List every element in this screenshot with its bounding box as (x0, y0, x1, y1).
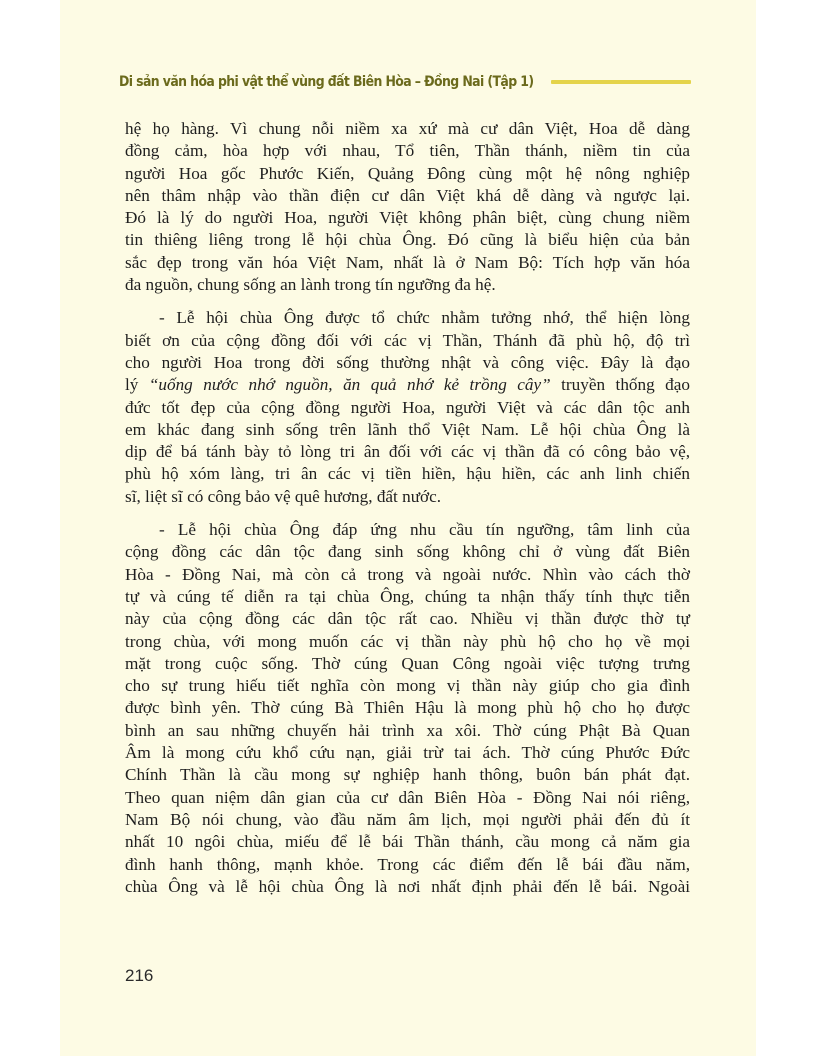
paragraph-1 (125, 118, 690, 296)
text-line: hệ họ hàng. Vì chung nỗi niềm xa xứ mà cư dân Việt, Hoa dễ dàng (125, 119, 690, 138)
line-prefix: lý (125, 375, 149, 395)
proverb-quote: “uống nước nhớ nguồn, ăn quả nhớ kẻ trồng cây” (148, 375, 551, 395)
text-line: đồng cảm, hòa hợp với nhau, Tổ tiên, Thần thánh, niềm tin của (125, 141, 690, 161)
text-line: này của cộng đồng các dân tộc rất cao. Nhiều vị thần được thờ tự (125, 609, 690, 629)
text-line: - Lễ hội chùa Ông được tổ chức nhằm tưởng nhớ, thể hiện lòng (159, 308, 690, 328)
text-line: nên thâm nhập vào thần điện cư dân Việt khá dễ dàng và ngược lại. (125, 185, 690, 205)
text-line: nhất 10 ngôi chùa, miếu để lễ bái Thần thánh, cầu mong cả năm gia (125, 832, 690, 852)
text-line: đa nguồn, chung sống an lành trong tín ngưỡng đa hệ. (125, 275, 496, 295)
text-line: dịp để bá tánh bày tỏ lòng tri ân đối với các vị thần đã có công bảo vệ, (125, 442, 690, 462)
text-line: đức tốt đẹp của cộng đồng người Hoa, người Việt và các dân tộc anh (125, 397, 690, 417)
text-line: sĩ, liệt sĩ có công bảo vệ quê hương, đất nước. (125, 486, 442, 506)
text-line: Đó là lý do người Hoa, người Việt không phân biệt, cùng chung niềm (125, 208, 690, 228)
text-line: Âm là mong cứu khổ cứu nạn, giải trừ tai ách. Thờ cúng Phước Đức (125, 743, 690, 763)
text-line: cho người Hoa trong đời sống thường nhật và công việc. Đây là đạo (125, 352, 690, 372)
text-line: Theo quan niệm dân gian của cư dân Biên Hòa - Đồng Nai nói riêng, (125, 787, 690, 807)
text-line: mặt trong cuộc sống. Thờ cúng Quan Công ngoài việc tượng trưng (125, 653, 690, 673)
text-line: phù hộ xóm làng, tri ân các vị tiền hiền, hậu hiền, các anh linh chiến (125, 464, 690, 484)
text-line: trong chùa, với mong muốn các vị thần này phù hộ cho họ về mọi (125, 631, 690, 651)
page-number: 216 (125, 966, 154, 985)
paragraph-3 (125, 519, 690, 898)
header-rule (551, 80, 691, 84)
header-title: Di sản văn hóa phi vật thể vùng đất Biên Hòa – Đồng Nai (Tập 1) (119, 74, 534, 90)
text-line: Chính Thần là cầu mong sự nghiệp hanh thông, buôn bán phát đạt. (125, 765, 690, 785)
text-line: cộng đồng các dân tộc đang sinh sống không chỉ ở vùng đất Biên (125, 542, 690, 562)
text-line: - Lễ hội chùa Ông đáp ứng nhu cầu tín ngưỡng, tâm linh của (159, 520, 690, 540)
text-line: Hòa - Đồng Nai, mà còn cả trong và ngoài nước. Nhìn vào cách thờ (125, 564, 690, 584)
text-line: tin thiêng liêng trong lễ hội chùa Ông. Đó cũng là biểu hiện của bản (125, 230, 690, 250)
text-line: bình an sau những chuyến hải trình xa xôi. Thờ cúng Phật Bà Quan (125, 720, 690, 740)
text-line: được bình yên. Thờ cúng Bà Thiên Hậu là mong phù hộ cho họ được (125, 698, 690, 718)
text-line: tự và cúng tế diễn ra tại chùa Ông, chúng ta nhận thấy tính thực tiễn (125, 586, 690, 606)
text-line: sắc đẹp trong văn hóa Việt Nam, nhất là ở Nam Bộ: Tích hợp văn hóa (125, 252, 690, 272)
paragraph-2 (125, 307, 690, 508)
text-line: đình hanh thông, mạnh khỏe. Trong các điểm đến lễ bái đầu năm, (125, 854, 690, 874)
line-suffix: truyền thống đạo (550, 375, 690, 395)
text-line: em khác đang sinh sống trên lãnh thổ Việt Nam. Lễ hội chùa Ông là (125, 419, 690, 439)
body-text (125, 118, 690, 909)
text-line-with-quote (125, 374, 690, 396)
text-line: cho sự trung hiếu tiết nghĩa còn mong vị thần này giúp cho gia đình (125, 676, 690, 696)
text-line: chùa Ông và lễ hội chùa Ông là nơi nhất định phải đến lễ bái. Ngoài (125, 876, 690, 896)
text-line: biết ơn của cộng đồng đối với các vị Thần, Thánh đã phù hộ, độ trì (125, 330, 690, 350)
text-line: người Hoa gốc Phước Kiến, Quảng Đông cùng một hệ nông nghiệp (125, 163, 690, 183)
text-line: Nam Bộ nói chung, vào đầu năm âm lịch, mọi người phải đến đủ ít (125, 809, 690, 829)
running-header (119, 70, 691, 94)
